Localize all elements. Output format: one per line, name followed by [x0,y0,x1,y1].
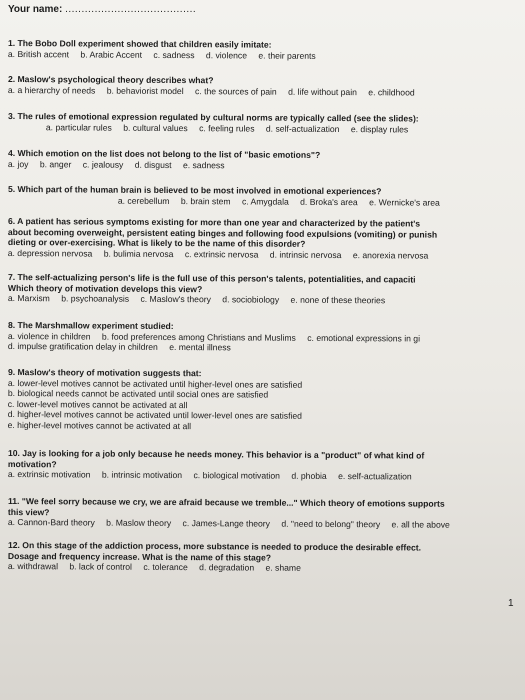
option-e: e. sadness [182,159,225,170]
option-b: b. Arabic Accent [80,49,143,60]
option-e: e. their parents [258,50,316,61]
question-4 [8,148,524,172]
option-e: e. all the above [391,519,450,530]
option-d: d. degradation [199,562,255,573]
option-d: d. life without pain [288,86,357,97]
option-e: e. self-actualization [338,471,412,482]
option-b: b. brain stem [180,195,231,206]
question-stem-line: about becoming overweight, persistent eating binges and following food expulsions (vomiting) or punish [7,226,438,240]
option-a: a. cerebellum [117,195,170,206]
question-6 [8,216,524,262]
question-stem: 9. Maslow's theory of motivation suggests that: [7,367,202,379]
option-d: d. sociobiology [222,294,280,305]
option-a: a. a hierarchy of needs [7,84,96,96]
question-stem-line: 6. A patient has serious symptoms existing for more than one year and characterized by the patient's [7,216,421,229]
question-3 [8,111,524,135]
option-d: d. self-actualization [265,123,340,134]
question-stem-line: 7. The self-actualizing person's life is the full use of this person's talents, potentialities, and capaciti [7,272,416,285]
question-2 [8,74,524,98]
option-c: c. sadness [153,49,195,60]
question-9 [8,367,524,434]
option-c: c. extrinsic nervosa [184,248,259,260]
question-stem: 4. Which emotion on the list does not belong to the list of "basic emotions"? [7,148,321,160]
option-e: e. mental illness [169,342,231,353]
option-e: e. display rules [350,123,409,135]
question-8 [8,320,524,355]
option-a: a. withdrawal [7,561,59,572]
option-b: b. food preferences among Christians and Muslims [101,331,296,343]
question-stem-line: 11. "We feel sorry because we cry, we are afraid because we tremble..." Which theory of emotions supports [7,496,445,509]
option-b: b. psychoanalysis [61,293,130,304]
question-stem-line: Dosage and frequency increase. What is the name of this stage? [7,550,272,563]
question-1 [8,38,524,62]
option-a: a. Cannon-Bard theory [7,517,95,528]
option-a: a. joy [7,158,29,169]
option-d: d. "need to belong" theory [281,518,381,530]
question-stem-line: motivation? [7,458,57,469]
option-c: c. James-Lange theory [182,518,270,529]
option-b: b. behaviorist model [106,85,184,96]
question-7 [8,272,524,307]
question-stem: 2. Maslow's psychological theory describes what? [7,74,214,86]
option-e: e. shame [265,562,301,573]
option-b: b. cultural values [123,122,188,133]
option-c: c. lower-level motives cannot be activated at all [7,398,188,410]
option-b: b. lack of control [69,561,132,572]
option-e: e. anorexia nervosa [352,249,429,261]
question-12 [8,540,524,575]
option-a: a. extrinsic motivation [7,469,91,480]
option-c: c. biological motivation [193,470,281,481]
option-e: e. childhood [368,86,415,98]
option-d: d. disgust [134,159,172,170]
question-5 [8,184,524,208]
option-a: a. Marxism [7,293,50,304]
question-10 [8,448,524,483]
option-c: c. jealousy [82,159,124,170]
option-a: a. violence in children [7,330,91,342]
option-d: d. phobia [291,470,327,482]
option-c: c. Amygdala [241,196,289,207]
question-11 [8,496,524,531]
question-stem-line: Which theory of motivation develops this view? [7,282,203,294]
option-e: e. Wernicke's area [369,196,440,208]
option-b: b. anger [39,158,72,169]
option-b: b. Maslow theory [106,517,172,529]
option-d: d. impulse gratification delay in children [7,341,158,353]
question-stem: 8. The Marshmallow experiment studied: [7,320,174,332]
question-stem-line: 10. Jay is looking for a job only because he needs money. This behavior is a "product" of what kind of [7,448,425,461]
option-a: a. particular rules [45,121,112,133]
option-c: c. tolerance [143,562,188,573]
option-b: b. intrinsic motivation [101,469,183,481]
name-label: Your name: [8,4,63,15]
option-c: c. emotional expressions in gi [307,332,421,344]
page-number: 1 [508,598,514,609]
name-blank: ........................................ [65,4,197,15]
option-a: a. lower-level motives cannot be activated until higher-level ones are satisfied [7,377,303,390]
name-field [8,4,196,15]
question-stem: 1. The Bobo Doll experiment showed that children easily imitate: [7,38,272,50]
option-d: d. Broka's area [300,196,358,207]
option-d: d. higher-level motives cannot be activated until lower-level ones are satisfied [7,409,303,422]
option-a: a. depression nervosa [7,247,93,259]
option-a: a. British accent [7,48,70,59]
question-stem-line: 12. On this stage of the addiction process, more substance is needed to produce the desirable effect. [7,540,422,553]
option-c: c. Maslow's theory [140,293,211,305]
option-e: e. higher-level motives cannot be activated at all [7,419,192,432]
option-c: c. feeling rules [199,122,255,134]
option-d: d. violence [205,49,248,61]
option-b: b. biological needs cannot be activated until social ones are satisfied [7,388,269,400]
question-stem-line: this view? [7,506,50,517]
question-stem: 5. Which part of the human brain is believed to be most involved in emotional experiences? [7,184,382,197]
option-d: d. intrinsic nervosa [269,249,342,260]
question-stem: 3. The rules of emotional expression regulated by cultural norms are typically called (see the slides): [7,111,419,124]
option-b: b. bulimia nervosa [103,248,174,259]
question-stem-line: dieting or over-exercising. What is likely to be the name of this disorder? [7,237,306,250]
option-c: c. the sources of pain [195,85,277,97]
option-e: e. none of these theories [290,294,386,306]
